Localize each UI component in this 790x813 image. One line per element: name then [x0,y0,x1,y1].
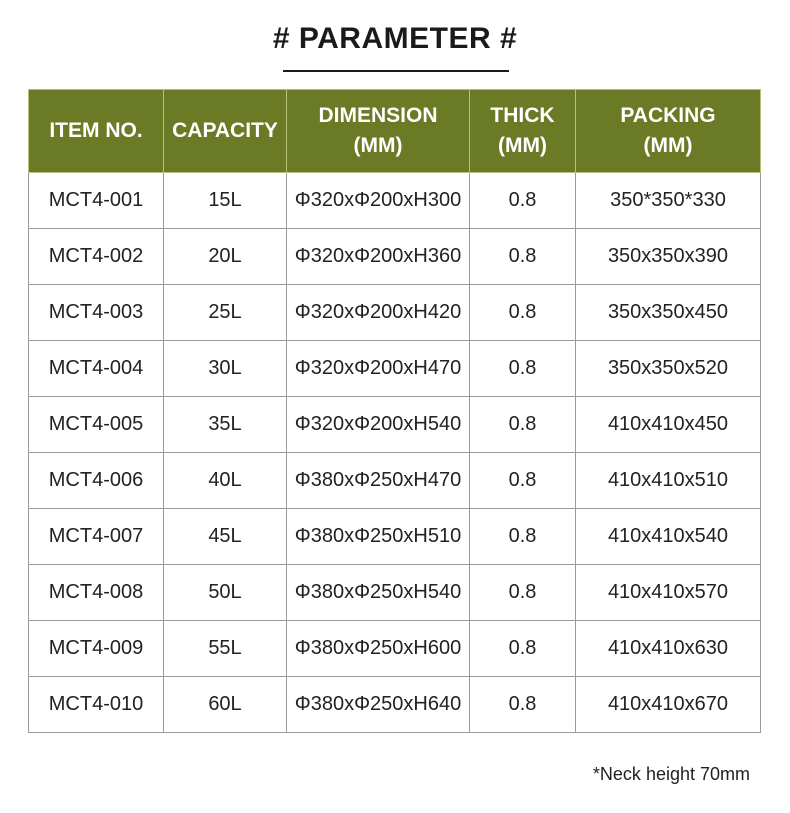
table-row [29,621,761,677]
header-thick-unit: (MM) [498,134,547,157]
cell-thick: 0.8 [470,509,576,565]
cell-thick: 0.8 [470,621,576,677]
cell-item-no: MCT4-010 [29,677,164,733]
header-row [29,90,761,173]
header-thick [470,90,576,173]
cell-packing: 410x410x630 [576,621,761,677]
cell-packing: 410x410x450 [576,397,761,453]
cell-thick: 0.8 [470,341,576,397]
cell-capacity: 50L [164,565,287,621]
table-row [29,453,761,509]
header-item-no-label: ITEM NO. [49,119,143,142]
cell-capacity: 25L [164,285,287,341]
cell-thick: 0.8 [470,565,576,621]
cell-capacity: 30L [164,341,287,397]
table-row [29,173,761,229]
header-capacity [164,90,287,173]
cell-dimension: Φ380xΦ250xH600 [287,621,470,677]
cell-capacity: 45L [164,509,287,565]
title-underline [283,70,509,72]
cell-item-no: MCT4-001 [29,173,164,229]
cell-capacity: 35L [164,397,287,453]
cell-dimension: Φ380xΦ250xH510 [287,509,470,565]
cell-capacity: 55L [164,621,287,677]
header-dimension [287,90,470,173]
cell-dimension: Φ380xΦ250xH640 [287,677,470,733]
cell-item-no: MCT4-009 [29,621,164,677]
cell-dimension: Φ320xΦ200xH540 [287,397,470,453]
parameter-table [28,89,761,733]
header-thick-label: THICK [490,104,555,127]
cell-item-no: MCT4-002 [29,229,164,285]
header-packing-label: PACKING [620,104,716,127]
page-title: # PARAMETER # [272,22,518,55]
header-item-no [29,90,164,173]
cell-item-no: MCT4-008 [29,565,164,621]
cell-item-no: MCT4-003 [29,285,164,341]
cell-thick: 0.8 [470,229,576,285]
header-dimension-label: DIMENSION [318,104,438,127]
cell-packing: 350x350x520 [576,341,761,397]
cell-dimension: Φ320xΦ200xH360 [287,229,470,285]
cell-dimension: Φ320xΦ200xH470 [287,341,470,397]
cell-thick: 0.8 [470,397,576,453]
cell-packing: 410x410x540 [576,509,761,565]
table-row [29,509,761,565]
cell-dimension: Φ320xΦ200xH300 [287,173,470,229]
cell-capacity: 20L [164,229,287,285]
cell-thick: 0.8 [470,173,576,229]
cell-item-no: MCT4-004 [29,341,164,397]
cell-packing: 410x410x570 [576,565,761,621]
cell-capacity: 60L [164,677,287,733]
cell-dimension: Φ380xΦ250xH540 [287,565,470,621]
table-row [29,229,761,285]
cell-thick: 0.8 [470,285,576,341]
header-packing-unit: (MM) [643,134,693,157]
cell-capacity: 40L [164,453,287,509]
cell-item-no: MCT4-006 [29,453,164,509]
header-packing [576,90,761,173]
table-row [29,677,761,733]
table-row [29,341,761,397]
cell-packing: 350x350x450 [576,285,761,341]
cell-thick: 0.8 [470,453,576,509]
table-row [29,285,761,341]
cell-packing: 410x410x670 [576,677,761,733]
cell-dimension: Φ380xΦ250xH470 [287,453,470,509]
table-row [29,397,761,453]
neck-height-note: *Neck height 70mm [592,764,750,784]
table-row [29,565,761,621]
cell-dimension: Φ320xΦ200xH420 [287,285,470,341]
cell-packing: 350*350*330 [576,173,761,229]
table-header [29,90,761,173]
cell-item-no: MCT4-007 [29,509,164,565]
header-capacity-label: CAPACITY [172,119,278,142]
cell-packing: 350x350x390 [576,229,761,285]
cell-item-no: MCT4-005 [29,397,164,453]
header-dimension-unit: (MM) [353,134,403,157]
cell-packing: 410x410x510 [576,453,761,509]
cell-capacity: 15L [164,173,287,229]
cell-thick: 0.8 [470,677,576,733]
table-body [29,173,761,733]
